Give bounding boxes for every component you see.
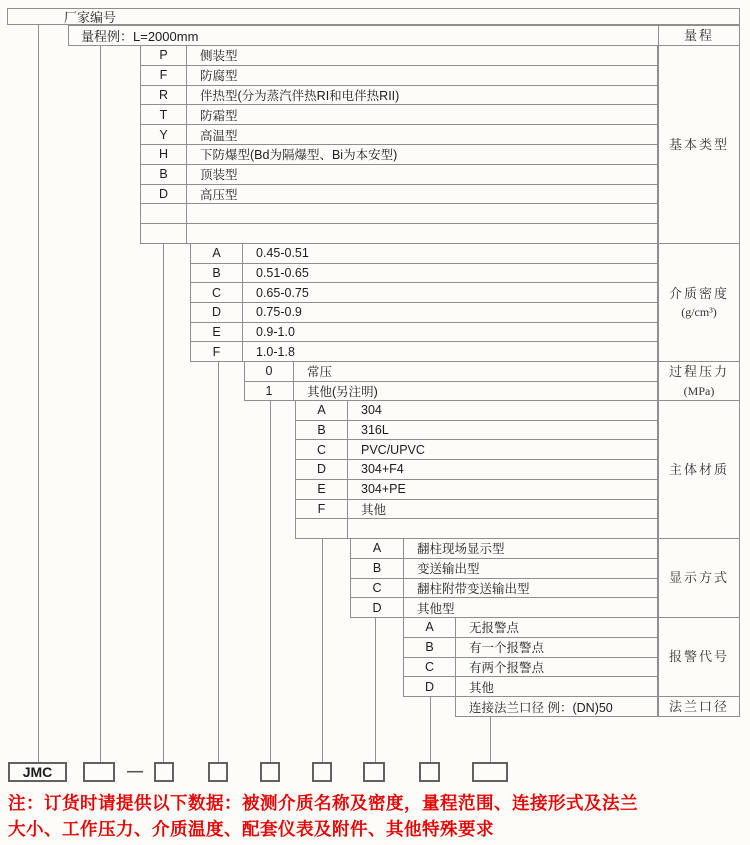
- option-desc: [187, 204, 657, 223]
- option-code: F: [141, 66, 187, 85]
- category-label-basic-type: [658, 45, 740, 244]
- option-row-flange-size: [455, 696, 658, 717]
- category-label-text: (g/cm³): [681, 305, 717, 320]
- separator-dash: —: [127, 763, 143, 780]
- option-row-basic-type: [140, 164, 658, 185]
- option-row-body-material: [295, 439, 658, 460]
- option-row-process-pressure: [244, 381, 658, 402]
- option-row-process-pressure: [244, 361, 658, 382]
- option-desc: 其他: [361, 502, 387, 517]
- factory-number-box: [7, 8, 740, 25]
- option-desc: 0.45-0.51: [256, 246, 309, 261]
- option-row-body-material: [295, 499, 658, 520]
- category-label-alarm-code: [658, 617, 740, 697]
- option-desc: [348, 519, 657, 538]
- order-note: [8, 790, 748, 842]
- range-row-box: [68, 25, 740, 46]
- model-code-box-2: [208, 762, 228, 782]
- option-code: A: [404, 618, 456, 637]
- connector-line-1: [100, 46, 101, 762]
- option-code: B: [141, 165, 187, 184]
- option-desc: 无报警点: [469, 621, 520, 636]
- option-desc: 高压型: [200, 187, 238, 202]
- option-desc: 其他型: [417, 601, 455, 616]
- category-label-medium-density: [658, 243, 740, 362]
- option-code: [141, 204, 187, 223]
- category-label-text: 法兰口径: [668, 698, 729, 714]
- option-code: D: [296, 460, 348, 479]
- option-row-alarm-code: [403, 637, 658, 658]
- option-row-display-mode: [350, 578, 658, 599]
- option-code: D: [141, 185, 187, 204]
- option-row-basic-type: [140, 223, 658, 244]
- option-code: F: [296, 500, 348, 519]
- connector-line-8: [490, 716, 491, 762]
- option-desc: 1.0-1.8: [256, 344, 295, 359]
- option-row-basic-type: [140, 45, 658, 66]
- connector-line-5: [322, 538, 323, 762]
- category-label-range: 量程: [658, 25, 740, 46]
- model-code-box-4: [312, 762, 332, 782]
- option-row-medium-density: [190, 322, 658, 343]
- option-desc: 0.9-1.0: [256, 325, 295, 339]
- option-row-display-mode: [350, 558, 658, 579]
- option-row-basic-type: [140, 104, 658, 125]
- option-code: F: [191, 342, 243, 361]
- order-note-line: 注：订货时请提供以下数据：被测介质名称及密度，量程范围、连接形式及法兰: [8, 793, 638, 813]
- option-code: B: [404, 638, 456, 657]
- option-desc: 顶装型: [200, 168, 238, 183]
- option-code: B: [296, 421, 348, 440]
- option-desc: 防霜型: [200, 108, 238, 123]
- option-row-body-material: [295, 479, 658, 500]
- option-row-medium-density: [190, 243, 658, 264]
- option-code: E: [296, 480, 348, 499]
- option-code: D: [404, 677, 456, 696]
- option-code: Y: [141, 125, 187, 144]
- option-code: T: [141, 105, 187, 124]
- category-label-flange-size: [658, 696, 740, 717]
- option-desc: 有一个报警点: [469, 641, 545, 656]
- range-example-label: 量程例：L=2000mm: [81, 29, 199, 44]
- option-desc: 侧装型: [200, 49, 238, 64]
- option-desc: 0.75-0.9: [256, 305, 302, 320]
- option-row-medium-density: [190, 282, 658, 303]
- option-desc: 316L: [361, 423, 389, 438]
- option-row-medium-density: [190, 302, 658, 323]
- category-label-text: 基本类型: [668, 136, 729, 152]
- option-code: H: [141, 145, 187, 164]
- connector-line-7: [430, 696, 431, 762]
- option-desc: 有两个报警点: [469, 660, 545, 675]
- category-label-text: 介质密度: [668, 285, 729, 301]
- option-code: C: [191, 283, 243, 302]
- option-desc: 伴热型(分为蒸汽伴热RI和电伴热RII): [200, 88, 400, 103]
- option-code: C: [404, 658, 456, 677]
- option-code: C: [351, 579, 404, 598]
- option-row-body-material: [295, 459, 658, 480]
- connector-line-2: [163, 243, 164, 762]
- category-label-text: (MPa): [683, 383, 715, 398]
- option-code: D: [351, 598, 404, 617]
- option-row-alarm-code: [403, 617, 658, 638]
- category-label-text: 过程压力: [668, 364, 729, 380]
- model-code-box-3: [260, 762, 280, 782]
- category-label-text: 显示方式: [668, 570, 729, 586]
- option-desc: 0.65-0.75: [256, 285, 309, 300]
- connector-line-6: [375, 617, 376, 762]
- option-row-basic-type: [140, 85, 658, 106]
- connector-line-3: [218, 361, 219, 762]
- option-code: B: [191, 264, 243, 283]
- category-label-text: 报警代号: [668, 649, 729, 665]
- option-code: E: [191, 323, 243, 342]
- option-desc: 下防爆型(Bd为隔爆型、Bi为本安型): [200, 148, 398, 163]
- model-code-box-6: [419, 762, 440, 782]
- factory-number-label: 厂家编号: [64, 10, 117, 25]
- option-row-display-mode: [350, 597, 658, 618]
- option-desc: 连接法兰口径 例：(DN)50: [469, 700, 613, 715]
- option-desc: 翻柱现场显示型: [417, 542, 505, 557]
- option-code: 1: [245, 382, 294, 401]
- option-code: 0: [245, 362, 294, 381]
- option-code: A: [351, 539, 404, 558]
- option-desc: 304+F4: [361, 462, 404, 477]
- option-code: [296, 519, 348, 538]
- option-row-medium-density: [190, 263, 658, 284]
- category-label-display-mode: [658, 538, 740, 618]
- option-desc: 304: [361, 403, 382, 418]
- option-desc: 其他(另注明): [307, 384, 378, 399]
- model-code-box-7: [472, 762, 508, 782]
- connector-line-4: [270, 400, 271, 762]
- option-code: [141, 224, 187, 243]
- model-prefix-box: JMC: [8, 762, 67, 782]
- option-desc: 翻柱附带变送输出型: [417, 581, 530, 596]
- model-code-box-1: [154, 762, 174, 782]
- option-desc: 304+PE: [361, 482, 406, 497]
- option-row-body-material: [295, 518, 658, 539]
- option-desc: PVC/UPVC: [361, 442, 425, 457]
- option-code: R: [141, 86, 187, 105]
- option-code: A: [296, 401, 348, 420]
- option-row-body-material: [295, 400, 658, 421]
- category-label-text: 主体材质: [668, 461, 729, 477]
- option-row-basic-type: [140, 144, 658, 165]
- option-code: P: [141, 46, 187, 65]
- option-row-basic-type: [140, 65, 658, 86]
- option-desc: 常压: [307, 365, 333, 380]
- option-row-medium-density: [190, 341, 658, 362]
- option-desc: 0.51-0.65: [256, 265, 309, 280]
- option-desc: 变送输出型: [417, 562, 480, 577]
- option-desc: [187, 224, 657, 243]
- option-row-basic-type: [140, 124, 658, 145]
- option-row-alarm-code: [403, 657, 658, 678]
- option-code: B: [351, 559, 404, 578]
- option-desc: 其他: [469, 680, 495, 695]
- option-desc: 高温型: [200, 128, 238, 143]
- option-code: C: [296, 440, 348, 459]
- order-note-line: 大小、工作压力、介质温度、配套仪表及附件、其他特殊要求: [8, 819, 494, 839]
- option-desc: 防腐型: [200, 69, 238, 84]
- option-row-basic-type: [140, 184, 658, 205]
- option-row-alarm-code: [403, 676, 658, 697]
- option-code: A: [191, 244, 243, 263]
- category-label-process-pressure: [658, 361, 740, 401]
- option-row-display-mode: [350, 538, 658, 559]
- category-label-body-material: [658, 400, 740, 539]
- connector-line-0: [38, 24, 39, 762]
- option-code: D: [191, 303, 243, 322]
- model-code-box-5: [363, 762, 385, 782]
- model-code-box-0: [83, 762, 115, 782]
- option-row-basic-type: [140, 203, 658, 224]
- option-row-body-material: [295, 420, 658, 441]
